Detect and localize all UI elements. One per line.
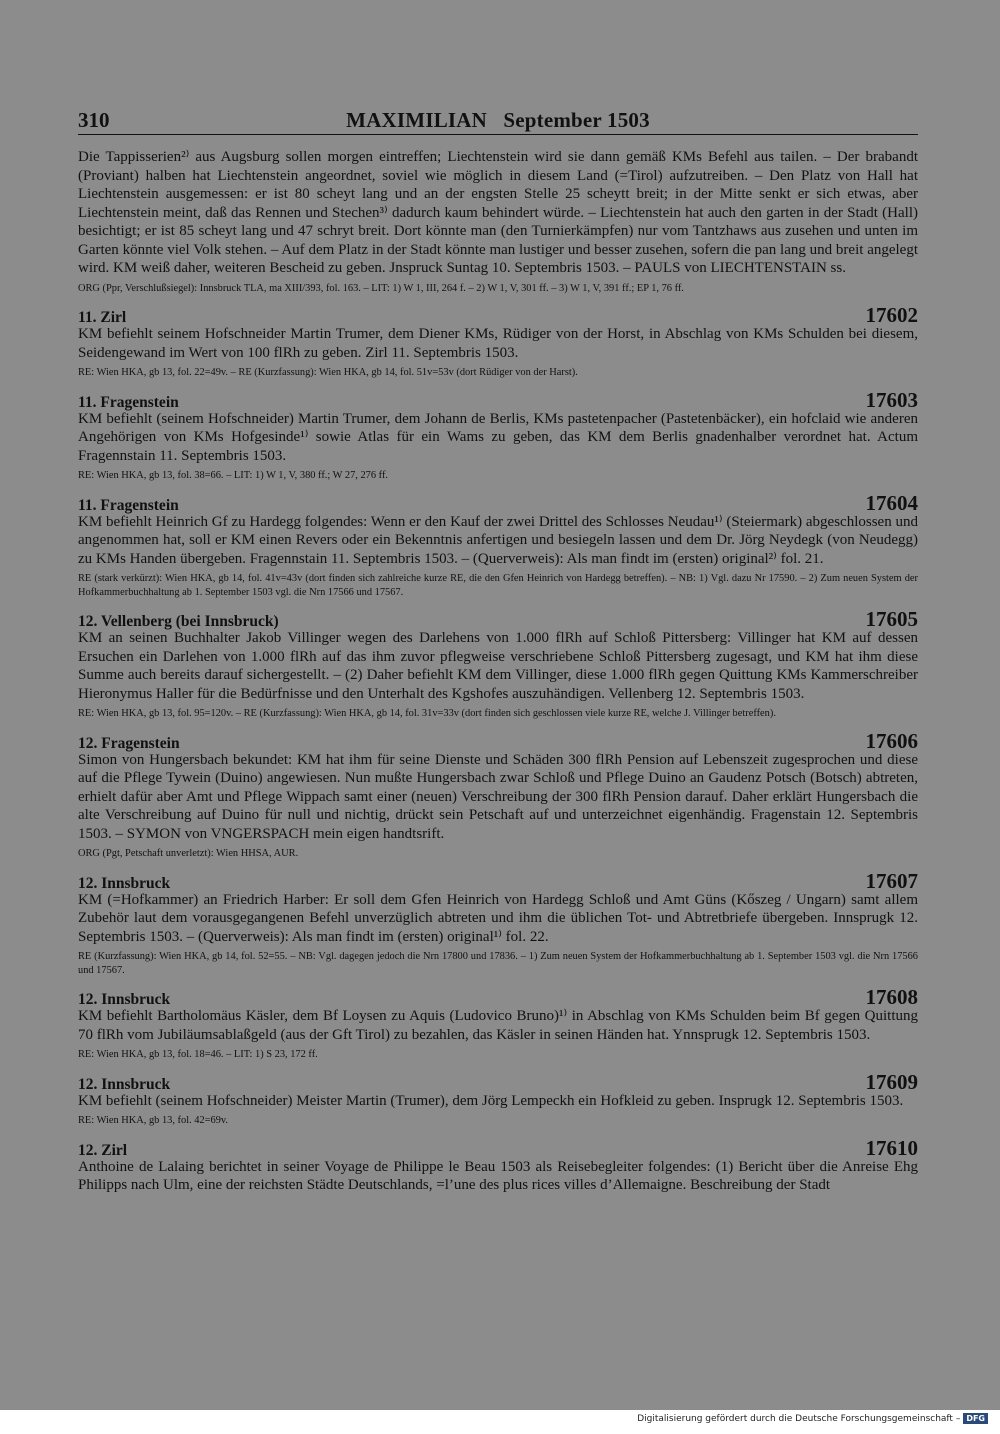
entry-number: 17608	[865, 985, 918, 1009]
entry-17602	[78, 305, 918, 380]
entry-reference: RE: Wien HKA, gb 13, fol. 18=46. – LIT: 1) S 23, 172 ff.	[78, 1049, 318, 1060]
entry-reference: RE: Wien HKA, gb 13, fol. 22=49v. – RE (Kurzfassung): Wien HKA, gb 14, fol. 51v=53v (dort Rüdiger von der Harst).	[78, 367, 578, 378]
entry-text: KM befiehlt Bartholomäus Käsler, dem Bf Loysen zu Aquis (Ludovico Bruno)¹⁾ in Abschlag von KMs Schulden beim Bf gegen Quittung 70 flRh vom Jubiläumsablaßgeld (aus der Gft Tirol) zu bezahlen, das Käsler in seinen Händen hat. Ynnsprugk 12. Septembris 1503.	[78, 1008, 918, 1043]
entry-text: KM befiehlt seinem Hofschneider Martin Trumer, dem Diener KMs, Rüdiger von der Horst, in Abschlag von KMs Schulden bei diesem, Seidengewand im Wert von 100 flRh zu geben. Zirl 11. Septembris 1503.	[78, 326, 918, 361]
entry-text: Simon von Hungersbach bekundet: KM hat ihm für seine Dienste und Schäden 300 flRh Pension auf Lebenszeit zugesprochen und diese auf die Pflege Tywein (Duino) angewiesen. Nun mußte Hungersbach zwar Schloß und Pflege Duino an Gaudenz Potsch (Botsch) abtreten, erhielt dafür aber Amt und Pflege Wippach samt einer (neuen) Verschreibung der 300 flRh Pension darauf. Daher erklärt Hungersbach die alte Verschreibung auf Duino für null und nichtig, drückt sein Petschaft auf und unterzeichnet eigenhändig. Fragenstain 12. Septembris 1503. – SYMON von VNGERSPACH mein eigen handtsrift.	[78, 751, 918, 842]
entry-text: KM an seinen Buchhalter Jakob Villinger wegen des Darlehens von 1.000 flRh auf Schloß Pittersberg: Villinger hat KM auf dessen Ersuchen ein Darlehen von 1.000 flRh auf das ihm zuvor pflegweise verschriebene Schloß Pittersberg zugesagt, und KM hat ihm diese Summe auch bereits darauf sichergestellt. – (2) Daher befiehlt KM dem Villinger, diese 1.000 flRh gegen Quittung KMs Kammerschreiber Hieronymus Haller für die Bedürfnisse und den Unterhalt des Kgshofes auszuhändigen. Vellenberg 12. Septembris 1503.	[78, 630, 918, 702]
entry-place: 12. Zirl	[78, 1141, 128, 1159]
entry-17610	[78, 1135, 918, 1195]
entry-text: Anthoine de Lalaing berichtet in seiner Voyage de Philippe le Beau 1503 als Reisebegleiter folgendes: (1) Bericht über die Anreise Ehg Philipps nach Ulm, eine der reichsten Städte Deutschlands, =l’une des plus rices villes d’Allemaigne. Beschreibung der Stadt	[78, 1158, 918, 1193]
entry-place: 11. Zirl	[78, 309, 127, 326]
entry-place: 11. Fragenstein	[78, 393, 179, 411]
entry-number: 17609	[865, 1069, 918, 1094]
page-number: 310	[78, 108, 110, 132]
page-content	[78, 148, 918, 1195]
entry-reference: RE: Wien HKA, gb 13, fol. 42=69v.	[78, 1115, 229, 1126]
entry-17609	[78, 1069, 918, 1128]
entry-number: 17605	[865, 607, 918, 631]
entry-place: 11. Fragenstein	[78, 496, 179, 514]
dfg-footer	[637, 1413, 988, 1424]
entry-number: 17607	[865, 868, 918, 893]
entry-text: KM (=Hofkammer) an Friedrich Harber: Er soll dem Gfen Heinrich von Hardegg Schloß und Amt Güns (Kőszeg / Ungarn) samt allem Zubehör laut dem vorausgegangenen Befehl unverzüglich abtreten und ihm die üblichen Tot- und Abtretbriefe übergeben. Innsprugk 12. Septembris 1503. – (Querverweis): Als man findt im (ersten) original¹⁾ fol. 22.	[78, 891, 918, 945]
entry-17605	[78, 609, 918, 721]
entry-place: 12. Fragenstein	[78, 734, 180, 752]
entry-number: 17610	[865, 1135, 918, 1160]
entry-17604	[78, 490, 918, 600]
entry-place: 12. Innsbruck	[78, 991, 171, 1008]
footer-text: Digitalisierung gefördert durch die Deutsche Forschungsgemeinschaft –	[637, 1413, 961, 1424]
entry-17607	[78, 868, 918, 978]
entry-number: 17604	[865, 490, 918, 515]
entry-reference: RE: Wien HKA, gb 13, fol. 95=120v. – RE (Kurzfassung): Wien HKA, gb 14, fol. 31v=33v (dort finden sich geschlossen viele kurze RE, welche J. Villinger betreffen).	[78, 708, 776, 719]
entry-reference: ORG (Pgt, Petschaft unverletzt): Wien HHSA, AUR.	[78, 848, 299, 859]
entry-reference: RE (Kurzfassung): Wien HKA, gb 14, fol. 52=55. – NB: Vgl. dagegen jedoch die Nrn 17800 und 17836. – 1) Zum neuen System der Hofkammerbuchhaltung ab 1. September 1503 vgl. die Nrn 17566 und 17567.	[78, 951, 918, 976]
entry-text: KM befiehlt (seinem Hofschneider) Meister Martin (Trumer), dem Jörg Lempeckh ein Hofkleid zu geben. Insprugk 12. Septembris 1503.	[78, 1092, 904, 1109]
entry-place: 12. Innsbruck	[78, 874, 171, 892]
entry-place: 12. Innsbruck	[78, 1075, 171, 1093]
dfg-logo: DFG	[963, 1413, 988, 1424]
intro-paragraph: Die Tappisserien²⁾ aus Augsburg sollen morgen eintreffen; Liechtenstein wird sie dann gemäß KMs Befehl aus tailen. – Der brabandt (Proviant) halben hat Liechtenstein angeordnet, soviel wie möglich in diesem Land (=Tirol) aufzutreiben. – Den Platz von Hall hat Liechtenstein ausgemessen: er ist 80 scheyt lang und an der engsten Stelle 25 scheytt breit; in der Mitte senkt er sich etwas, aber Liechtenstein meint, daß das Rennen und Stechen³⁾ dadurch kaum behindert würde. – Liechtenstein hat auch den garten in der Stadt (Hall) besichtigt; er ist 85 scheyt lang und 47 schryt breit. Dort könnte man (den Turnierkämpfen) nur vom Tantzhaws aus zusehen und unten im Garten könnte viel Volk stehen. – Auf dem Platz in der Stadt könnte man lustiger und besser zusehen, sofern die pan lang und breit angelegt wird. KM weiß daher, weiteren Bescheid zu geben. Jnspruck Suntag 10. Septembris 1503. – PAULS von LIECHTENSTAIN ss.	[78, 149, 918, 276]
entry-number: 17606	[865, 728, 918, 753]
entry-17608	[78, 987, 918, 1062]
entry-17603	[78, 387, 918, 483]
page-header	[78, 108, 918, 135]
entry-text: KM befiehlt Heinrich Gf zu Hardegg folgendes: Wenn er den Kauf der zwei Drittel des Schlosses Neudau¹⁾ (Steiermark) abgeschlossen und angenommen hat, soll er KM einen Revers oder ein Bekenntnis anfertigen und besiegeln lassen und dem Dr. Jörg Neydegk (von Neudegg) zu KMs Handen übergeben. Fragennstain 11. Septembris 1503. – (Querverweis): Als man findt im (ersten) original²⁾ fol. 21.	[78, 513, 918, 567]
entry-reference: RE (stark verkürzt): Wien HKA, gb 14, fol. 41v=43v (dort finden sich zahlreiche kurze RE, die den Gfen Heinrich von Hardegg betreffen). – NB: 1) Vgl. dazu Nr 17590. – 2) Zum neuen System der Hofkammerbuchhaltung ab 1. September 1503 vgl. die Nrn 17566 und 17567.	[78, 573, 918, 598]
running-title: MAXIMILIAN September 1503	[346, 108, 650, 132]
entry-number: 17602	[865, 303, 918, 327]
intro-reference: ORG (Ppr, Verschlußsiegel): Innsbruck TLA, ma XIII/393, fol. 163. – LIT: 1) W 1, III, 264 f. – 2) W 1, V, 301 ff. – 3) W 1, V, 391 ff.; EP 1, 76 ff.	[78, 282, 684, 294]
entry-reference: RE: Wien HKA, gb 13, fol. 38=66. – LIT: 1) W 1, V, 380 ff.; W 27, 276 ff.	[78, 470, 388, 481]
entry-text: KM befiehlt (seinem Hofschneider) Martin Trumer, dem Johann de Berlis, KMs pastetenpacher (Pastetenbäcker), ein hofclaid wie anderen Angehörigen von KMs Hofgesinde¹⁾ sowie Atlas für ein Wams zu geben, das KM dem Berlis gnadenhalber verordnet hat. Actum Fragennstain 11. Septembris 1503.	[78, 410, 918, 464]
entry-number: 17603	[865, 387, 918, 412]
entry-17606	[78, 728, 918, 861]
entry-place: 12. Vellenberg (bei Innsbruck)	[78, 613, 279, 630]
